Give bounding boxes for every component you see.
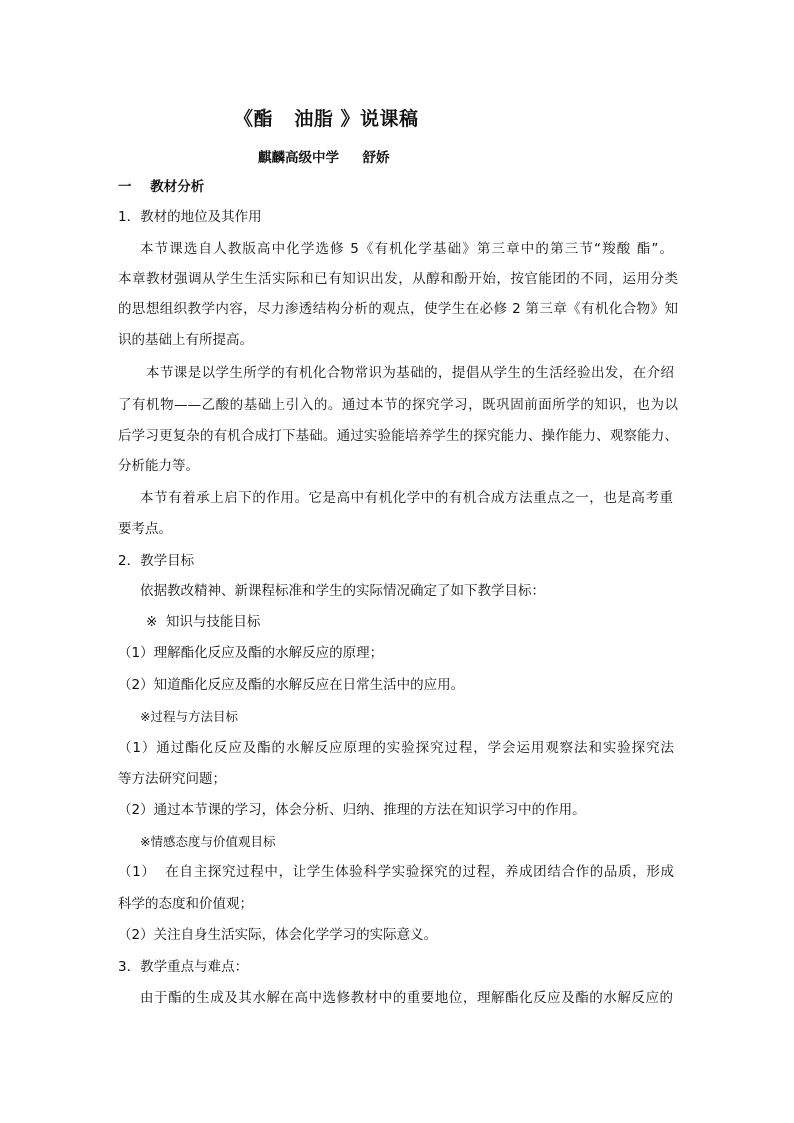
list-item: 科学的态度和价值观； (118, 896, 253, 912)
document-title: 《酯 油脂 》说课稿 (234, 108, 419, 130)
list-item: （1）通过酯化反应及酯的水解反应原理的实验探究过程，学会运用观察法和实验探究法 (118, 740, 674, 756)
list-item: 等方法研究问题； (118, 771, 226, 787)
paragraph-line: 了有机物——乙酸的基础上引入的。通过本节的探究学习，既巩固前面所学的知识，也为以 (118, 397, 678, 413)
paragraph-line: 后学习更复杂的有机合成打下基础。通过实验能培养学生的探究能力、操作能力、观察能力、 (118, 428, 678, 444)
subsection-heading: 2．教学目标 (118, 553, 195, 569)
list-item: （1）理解酯化反应及酯的水解反应的原理； (118, 645, 384, 661)
paragraph-line: 分析能力等。 (118, 458, 199, 474)
author-line: 麒麟高级中学 舒娇 (258, 150, 390, 166)
paragraph-line: 本节课是以学生所学的有机化合物常识为基础的，提倡从学生的生活经验出发，在介绍 (146, 365, 674, 381)
goal-heading: ※过程与方法目标 (140, 709, 238, 724)
paragraph-line: 识的基础上有所提高。 (118, 332, 253, 348)
list-item: （2）知道酯化反应及酯的水解反应在日常生活中的应用。 (118, 677, 465, 693)
section-heading: 一 教材分析 (118, 179, 205, 195)
paragraph-line: 本章教材强调从学生生活实际和已有知识出发，从醇和酚开始，按官能团的不同，运用分类 (118, 271, 678, 287)
subsection-heading: 1．教材的地位及其作用 (118, 209, 262, 225)
paragraph-line: 本节课选自人教版高中化学选修 5《有机化学基础》第三章中的第三节“羧酸 酯”。 (140, 241, 673, 257)
list-item: （2）关注自身生活实际，体会化学学习的实际意义。 (118, 927, 438, 943)
goal-heading: ※情感态度与价值观目标 (140, 834, 276, 849)
paragraph-line: 依据教改精神、新课程标准和学生的实际情况确定了如下教学目标： (140, 583, 545, 599)
list-item: （2）通过本节课的学习，体会分析、归纳、推理的方法在知识学习中的作用。 (118, 802, 586, 818)
goal-heading: ※ 知识与技能目标 (146, 614, 261, 630)
paragraph-line: 要考点。 (118, 521, 172, 537)
paragraph-line: 由于酯的生成及其水解在高中选修教材中的重要地位，理解酯化反应及酯的水解反应的 (140, 990, 673, 1006)
list-item: （1） 在自主探究过程中，让学生体验科学实验探究的过程，养成团结合作的品质，形成 (118, 864, 674, 880)
paragraph-line: 本节有着承上启下的作用。它是高中有机化学中的有机合成方法重点之一，也是高考重 (140, 490, 673, 506)
subsection-heading: 3．教学重点与难点： (118, 959, 249, 975)
paragraph-line: 的思想组织教学内容，尽力渗透结构分析的观点，使学生在必修 2 第三章《有机化合物》知 (118, 301, 678, 317)
